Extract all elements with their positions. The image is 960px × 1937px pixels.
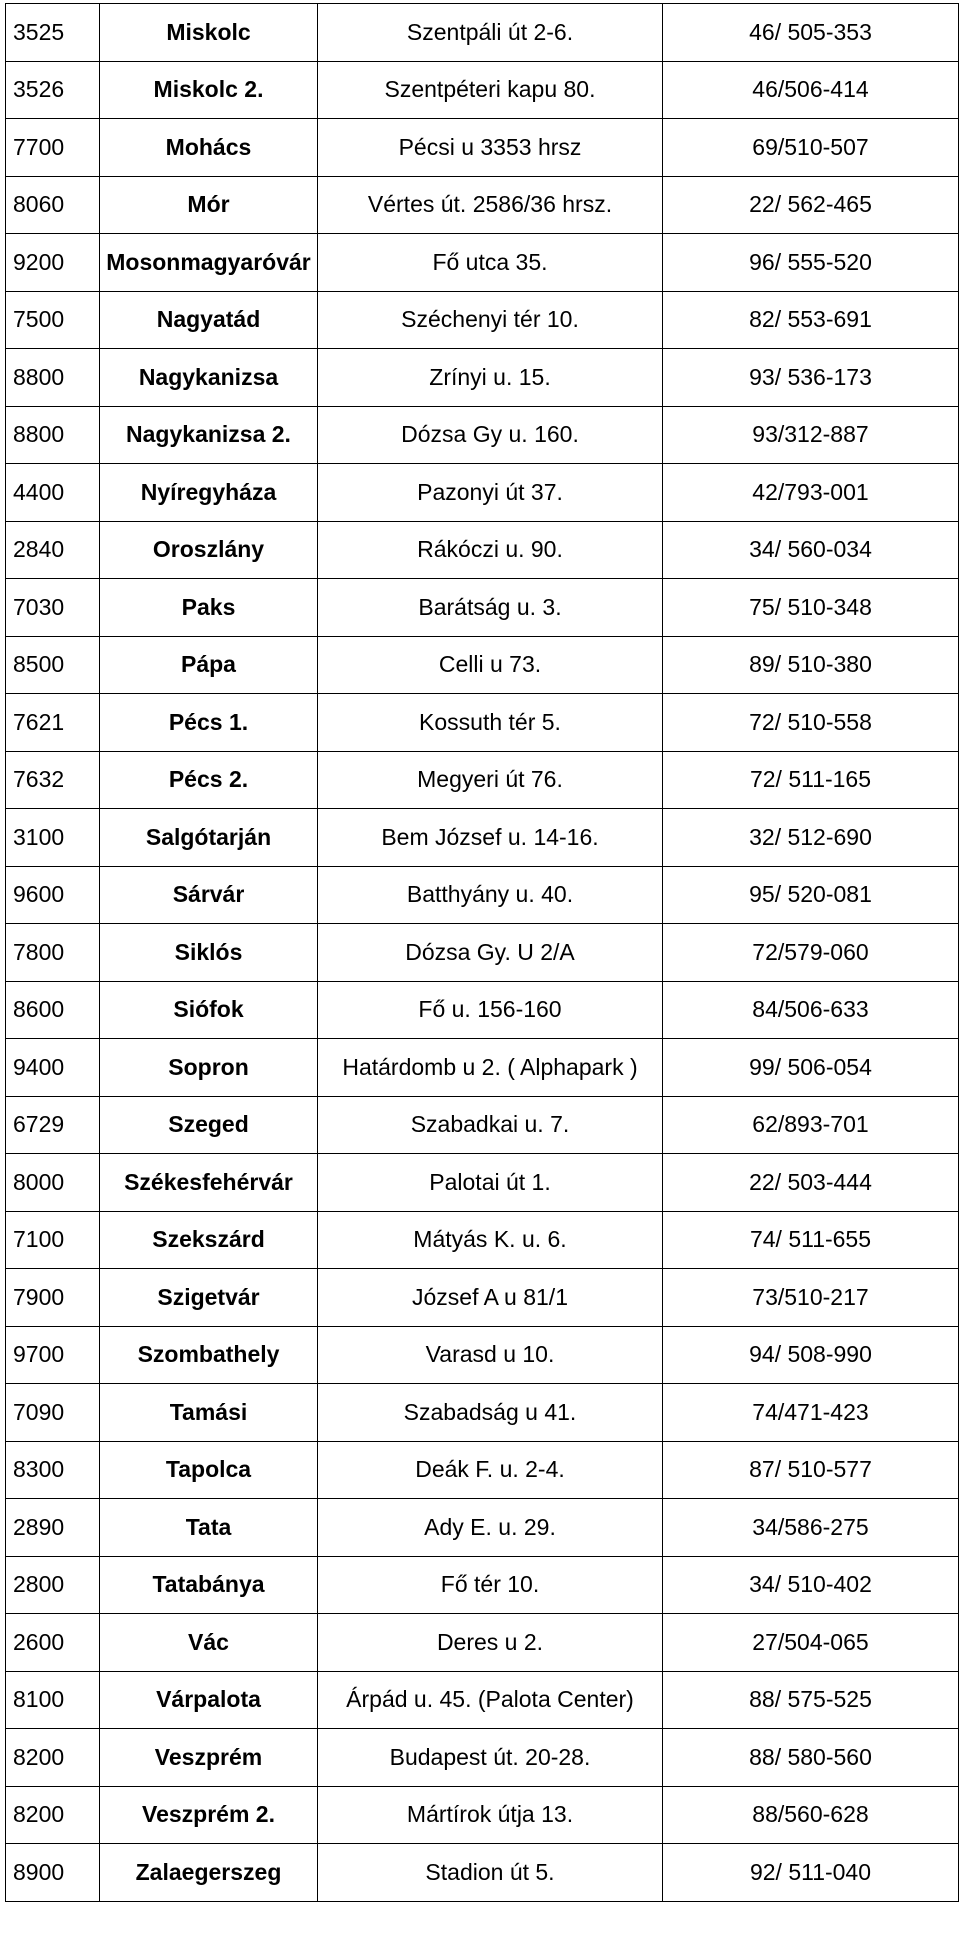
city-cell: Vác (100, 1614, 318, 1672)
city-cell: Tata (100, 1499, 318, 1557)
street-address-cell: Széchenyi tér 10. (318, 291, 663, 349)
street-address-cell: Deák F. u. 2-4. (318, 1441, 663, 1499)
phone-number-cell: 22/ 562-465 (663, 176, 959, 234)
zip-code-cell: 2800 (6, 1556, 100, 1614)
phone-number-cell: 42/793-001 (663, 464, 959, 522)
table-row (6, 119, 959, 177)
phone-number-cell: 72/ 510-558 (663, 694, 959, 752)
city-cell: Nagykanizsa (100, 349, 318, 407)
phone-number-cell: 92/ 511-040 (663, 1844, 959, 1902)
street-address-cell: Mártírok útja 13. (318, 1786, 663, 1844)
street-address-cell: Dózsa Gy u. 160. (318, 406, 663, 464)
phone-number-cell: 46/ 505-353 (663, 4, 959, 62)
zip-code-cell: 8500 (6, 636, 100, 694)
street-address-cell: Rákóczi u. 90. (318, 521, 663, 579)
phone-number-cell: 73/510-217 (663, 1269, 959, 1327)
zip-code-cell: 3525 (6, 4, 100, 62)
table-row (6, 1556, 959, 1614)
street-address-cell: Mátyás K. u. 6. (318, 1211, 663, 1269)
table-row (6, 176, 959, 234)
zip-code-cell: 9200 (6, 234, 100, 292)
phone-number-cell: 34/ 560-034 (663, 521, 959, 579)
table-row (6, 1096, 959, 1154)
phone-number-cell: 84/506-633 (663, 981, 959, 1039)
city-cell: Pécs 2. (100, 751, 318, 809)
phone-number-cell: 95/ 520-081 (663, 866, 959, 924)
street-address-cell: Szentpáli út 2-6. (318, 4, 663, 62)
city-cell: Oroszlány (100, 521, 318, 579)
table-row (6, 1729, 959, 1787)
zip-code-cell: 9600 (6, 866, 100, 924)
city-cell: Veszprém (100, 1729, 318, 1787)
table-row (6, 464, 959, 522)
phone-number-cell: 34/ 510-402 (663, 1556, 959, 1614)
zip-code-cell: 8800 (6, 406, 100, 464)
phone-number-cell: 88/560-628 (663, 1786, 959, 1844)
street-address-cell: Varasd u 10. (318, 1326, 663, 1384)
street-address-cell: Ady E. u. 29. (318, 1499, 663, 1557)
table-row (6, 1384, 959, 1442)
table-row (6, 1786, 959, 1844)
city-cell: Mór (100, 176, 318, 234)
table-row (6, 751, 959, 809)
phone-number-cell: 89/ 510-380 (663, 636, 959, 694)
street-address-cell: Pazonyi út 37. (318, 464, 663, 522)
zip-code-cell: 7632 (6, 751, 100, 809)
table-row (6, 1844, 959, 1902)
city-cell: Szigetvár (100, 1269, 318, 1327)
street-address-cell: Bem József u. 14-16. (318, 809, 663, 867)
phone-number-cell: 82/ 553-691 (663, 291, 959, 349)
street-address-cell: Szabadkai u. 7. (318, 1096, 663, 1154)
zip-code-cell: 7700 (6, 119, 100, 177)
zip-code-cell: 8600 (6, 981, 100, 1039)
phone-number-cell: 34/586-275 (663, 1499, 959, 1557)
phone-number-cell: 74/471-423 (663, 1384, 959, 1442)
city-cell: Nagykanizsa 2. (100, 406, 318, 464)
phone-number-cell: 22/ 503-444 (663, 1154, 959, 1212)
city-cell: Miskolc (100, 4, 318, 62)
street-address-cell: Megyeri út 76. (318, 751, 663, 809)
city-cell: Tatabánya (100, 1556, 318, 1614)
street-address-cell: Barátság u. 3. (318, 579, 663, 637)
street-address-cell: Fő u. 156-160 (318, 981, 663, 1039)
city-cell: Tapolca (100, 1441, 318, 1499)
zip-code-cell: 7800 (6, 924, 100, 982)
table-row (6, 234, 959, 292)
street-address-cell: Határdomb u 2. ( Alphapark ) (318, 1039, 663, 1097)
table-row (6, 1499, 959, 1557)
street-address-cell: Fő utca 35. (318, 234, 663, 292)
table-row (6, 579, 959, 637)
phone-number-cell: 69/510-507 (663, 119, 959, 177)
phone-number-cell: 72/ 511-165 (663, 751, 959, 809)
table-row (6, 4, 959, 62)
street-address-cell: Vértes út. 2586/36 hrsz. (318, 176, 663, 234)
table-row (6, 1039, 959, 1097)
street-address-cell: Pécsi u 3353 hrsz (318, 119, 663, 177)
zip-code-cell: 7500 (6, 291, 100, 349)
city-cell: Szekszárd (100, 1211, 318, 1269)
zip-code-cell: 6729 (6, 1096, 100, 1154)
phone-number-cell: 99/ 506-054 (663, 1039, 959, 1097)
phone-number-cell: 46/506-414 (663, 61, 959, 119)
phone-number-cell: 62/893-701 (663, 1096, 959, 1154)
phone-number-cell: 87/ 510-577 (663, 1441, 959, 1499)
street-address-cell: Palotai út 1. (318, 1154, 663, 1212)
zip-code-cell: 2600 (6, 1614, 100, 1672)
zip-code-cell: 8800 (6, 349, 100, 407)
street-address-cell: Dózsa Gy. U 2/A (318, 924, 663, 982)
zip-code-cell: 4400 (6, 464, 100, 522)
city-cell: Zalaegerszeg (100, 1844, 318, 1902)
zip-code-cell: 8100 (6, 1671, 100, 1729)
phone-number-cell: 93/312-887 (663, 406, 959, 464)
street-address-cell: Stadion út 5. (318, 1844, 663, 1902)
zip-code-cell: 8000 (6, 1154, 100, 1212)
city-cell: Salgótarján (100, 809, 318, 867)
street-address-cell: Kossuth tér 5. (318, 694, 663, 752)
city-cell: Mohács (100, 119, 318, 177)
table-row (6, 1671, 959, 1729)
city-cell: Székesfehérvár (100, 1154, 318, 1212)
table-row (6, 1326, 959, 1384)
city-cell: Mosonmagyaróvár (100, 234, 318, 292)
city-cell: Sopron (100, 1039, 318, 1097)
phone-number-cell: 88/ 575-525 (663, 1671, 959, 1729)
street-address-cell: Zrínyi u. 15. (318, 349, 663, 407)
zip-code-cell: 8300 (6, 1441, 100, 1499)
city-cell: Sárvár (100, 866, 318, 924)
table-row (6, 636, 959, 694)
zip-code-cell: 3526 (6, 61, 100, 119)
phone-number-cell: 32/ 512-690 (663, 809, 959, 867)
phone-number-cell: 75/ 510-348 (663, 579, 959, 637)
city-cell: Paks (100, 579, 318, 637)
address-table (5, 3, 959, 1902)
city-cell: Szombathely (100, 1326, 318, 1384)
street-address-cell: Deres u 2. (318, 1614, 663, 1672)
table-row (6, 349, 959, 407)
street-address-cell: József A u 81/1 (318, 1269, 663, 1327)
zip-code-cell: 7900 (6, 1269, 100, 1327)
table-row (6, 694, 959, 752)
city-cell: Siklós (100, 924, 318, 982)
zip-code-cell: 8900 (6, 1844, 100, 1902)
table-row (6, 1269, 959, 1327)
phone-number-cell: 93/ 536-173 (663, 349, 959, 407)
zip-code-cell: 7100 (6, 1211, 100, 1269)
phone-number-cell: 88/ 580-560 (663, 1729, 959, 1787)
table-row (6, 866, 959, 924)
zip-code-cell: 8200 (6, 1786, 100, 1844)
phone-number-cell: 27/504-065 (663, 1614, 959, 1672)
zip-code-cell: 9700 (6, 1326, 100, 1384)
zip-code-cell: 9400 (6, 1039, 100, 1097)
phone-number-cell: 74/ 511-655 (663, 1211, 959, 1269)
table-row (6, 61, 959, 119)
city-cell: Pécs 1. (100, 694, 318, 752)
city-cell: Nagyatád (100, 291, 318, 349)
zip-code-cell: 2890 (6, 1499, 100, 1557)
zip-code-cell: 2840 (6, 521, 100, 579)
zip-code-cell: 7090 (6, 1384, 100, 1442)
street-address-cell: Szabadság u 41. (318, 1384, 663, 1442)
table-row (6, 1441, 959, 1499)
city-cell: Veszprém 2. (100, 1786, 318, 1844)
zip-code-cell: 8060 (6, 176, 100, 234)
table-row (6, 291, 959, 349)
zip-code-cell: 3100 (6, 809, 100, 867)
table-row (6, 1614, 959, 1672)
city-cell: Pápa (100, 636, 318, 694)
street-address-cell: Budapest út. 20-28. (318, 1729, 663, 1787)
table-row (6, 1211, 959, 1269)
table-row (6, 981, 959, 1039)
table-row (6, 521, 959, 579)
city-cell: Nyíregyháza (100, 464, 318, 522)
city-cell: Siófok (100, 981, 318, 1039)
table-row (6, 406, 959, 464)
street-address-cell: Celli u 73. (318, 636, 663, 694)
zip-code-cell: 8200 (6, 1729, 100, 1787)
city-cell: Szeged (100, 1096, 318, 1154)
table-row (6, 924, 959, 982)
phone-number-cell: 96/ 555-520 (663, 234, 959, 292)
table-body (6, 4, 959, 1902)
table-row (6, 809, 959, 867)
zip-code-cell: 7030 (6, 579, 100, 637)
phone-number-cell: 94/ 508-990 (663, 1326, 959, 1384)
street-address-cell: Szentpéteri kapu 80. (318, 61, 663, 119)
city-cell: Várpalota (100, 1671, 318, 1729)
city-cell: Tamási (100, 1384, 318, 1442)
table-row (6, 1154, 959, 1212)
street-address-cell: Árpád u. 45. (Palota Center) (318, 1671, 663, 1729)
city-cell: Miskolc 2. (100, 61, 318, 119)
street-address-cell: Batthyány u. 40. (318, 866, 663, 924)
zip-code-cell: 7621 (6, 694, 100, 752)
street-address-cell: Fő tér 10. (318, 1556, 663, 1614)
phone-number-cell: 72/579-060 (663, 924, 959, 982)
